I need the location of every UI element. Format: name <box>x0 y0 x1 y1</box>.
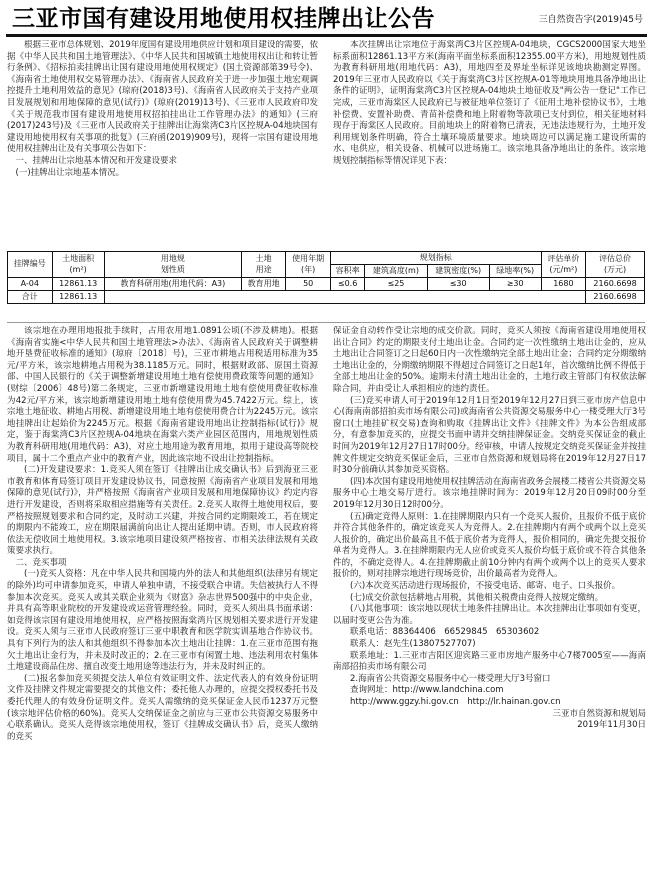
header-density: 建筑密度(%) <box>427 265 489 278</box>
total-label: 合计 <box>8 291 53 304</box>
body-left-column <box>7 326 318 888</box>
cell-area: 12861.13 <box>52 278 104 291</box>
section-heading-1: 一、挂牌出让宗地基本情况和开发建设要求 <box>15 155 178 166</box>
section-heading-2: 二、竞买事项 <box>15 557 67 568</box>
cell-total-price: 2160.6698 <box>586 278 645 291</box>
body-paragraph: (三)竞买申请人可于2019年12月1日至2019年12月27日到三亚市房产信息中心(海南南部招拍卖市场有限公司)或海南省公共资源交易服务中心一楼受理大厅3号窗口(土地挂矿权交易)查询和购取《挂牌出让文件》《挂牌文件》为本公告组成部分，有意参加竞买的，应提交书面申请并交纳挂牌保证金。交纳竞买保证金的截止时间为2019年12月27日17时00分。经审核，申请人按规定交纳竞买保证金并按挂牌文件规定交纳竞买保证金后，三亚市自然资源和规划局将在2019年12月27日17时30分前确认其参加竞买资格。 <box>333 395 646 476</box>
website-1: 查询网址：http://www.landchina.com <box>350 685 504 696</box>
body-paragraph: (一)竞买人资格：凡在中华人民共和国境内外的法人和其他组织(法律另有规定的除外)均可申请参加竞买，申请人单独申请，不接受联合申请。失信被执行人不得参加本次竞买。竞买人或其关联企业须为《财富》杂志世界500强中的中央企业，并具有高等职业院校的开发建设或运营管理经验。同时，竞买人须出具书面承诺：如竞得该宗国有建设用地使用权，应严格按照海棠湾片区规划相关要求进行开发建设。竞买人须与三亚市人民政府签订三亚中职教育和医学院实训基地合作协议书。具有下列行为的法人和其他组织不得参加本次土地出让挂牌：1.在三亚市范围有拖欠土地出让金行为，并未及时改正的；2.在三亚市有闲置土地、违法利用农村集体土地建设商品住房、擅自改变土地用途等违法行为，并未及时纠正的。 <box>7 569 318 673</box>
cell-plot-ratio: ≤0.6 <box>330 278 364 291</box>
body-paragraph: (四)本次国有建设用地使用权挂牌活动在海南省政务会展楼二楼省公共资源交易服务中心土地交易厅进行。该宗地挂牌时间为：2019年12月20日09时00分至2019年12月30日12时00分。 <box>333 476 646 510</box>
header-area: 土地面积 (m²) <box>52 252 104 278</box>
header-term: 使用年期 (年) <box>286 252 331 278</box>
document-number: 三自然资告字(2019)45号 <box>538 15 643 25</box>
header-total-price: 评估总价 (万元) <box>586 252 645 278</box>
header-height: 建筑高度(m) <box>365 265 427 278</box>
subsection-heading: (一)挂牌出让宗地基本情况。 <box>15 167 125 178</box>
body-paragraph: (六)本次竞买活动进行现场报价，不接受电话、邮寄、电子、口头报价。 <box>350 581 621 592</box>
cell-parcel-no: A-04 <box>8 278 53 291</box>
body-paragraph: (五)确定竞得人原则：1.在挂牌期限内只有一个竞买人报价，且报价不低于底价并符合其他条件的，确定该竞买人为竞得人。2.在挂牌期内有两个或两个以上竞买人报价的，确定出价最高且不低于底价者为竞得人，报价相同的，确定先提交报价单者为竞得人。3.在挂牌期限内无人应价或竞买人报价均低于底价或不符合其他条件的，不确定竞得人。4.在挂牌期截止前10分钟内有两个或两个以上的竞买人要求报价的，则对挂牌宗地进行现场竞价，出价最高者为竞得人。 <box>333 511 646 580</box>
parcel-table <box>7 251 645 304</box>
intro-left-column <box>7 40 318 250</box>
contact-address-2: 2.海南省公共资源交易服务中心一楼受理大厅3号窗口 <box>350 673 551 684</box>
header <box>6 4 647 37</box>
cell-height: ≤25 <box>365 278 427 291</box>
intro-right-column <box>333 40 646 250</box>
header-use: 用地规 划性质 <box>104 252 241 278</box>
cell-term: 50 <box>286 278 331 291</box>
cell-unit-price: 1680 <box>541 278 586 291</box>
body-paragraph: (七)成交价款包括耕地占用税，其他相关税费由竞得人按规定缴纳。 <box>350 592 604 603</box>
cell-purpose: 教育用地 <box>241 278 286 291</box>
contact-phone: 联系电话：88364406 66529845 65303602 <box>350 627 540 638</box>
header-green: 绿地率(%) <box>489 265 541 278</box>
issue-date: 2019年11月30日 <box>577 720 646 731</box>
parcel-description: 本次挂牌出让宗地位于海棠湾C3片区控规A-04地块，CGCS2000国家大地坐标系面积12861.13平方米(海南平面坐标系面积12355.00平方米)，用地规划性质为教育科研用地(用地代码：A3)，用地四至及界址坐标详见该地块勘测定界图。2019年三亚市人民政府以《关于海棠湾C3片区控规A-01等地块用地具备净地出让条件的证明》，证明海棠湾C3片区控规A-04地块土地征收及"两公告一登记"工作已完成，三亚市海棠区人民政府已与被征地单位签订了《征用土地补偿协议书》，土地补偿费、安置补助费、青苗补偿费和地上附着物等款项已支付到位，相关征地材料现存于海棠区人民政府。目前地块上的附着物已清表，无违法违规行为，土地开发利用规划条件明确，符合土壤环境质量要求。地块周边可以满足施工建设所需的水、电供应，相关设备、机械可以进场施工。该宗地具备净地出让的条件。该宗地规划控制指标等情况详见下表： <box>333 40 646 166</box>
body-paragraph: 保证金自动转作受让宗地的成交价款。同时，竞买人须按《海南省建设用地使用权出让合同》约定的期限支付土地出让金。合同约定一次性缴纳土地出让金的，应从土地出让合同签订之日起60日内一次性缴纳完全部土地出让金；合同约定分期缴纳土地出让金的，分期缴纳期限不得超过合同签订之日起1年，首次缴纳比例不得低于全部土地出让金的50%。逾期未付清土地出让金的，土地行政主管部门有权依法解除合同，并由受让人承担相应的违约责任。 <box>333 326 646 394</box>
body-paragraph: (二)开发建设要求：1.竞买人须在签订《挂牌出让成交确认书》后到海亚三亚市教育和体育局签订项目开发建设协议书，同意按照《海南省产业项目发展和用地保障的意见(试行)》，并严格按照《海南省产业项目发展和用地保障协议》约定内容进行开发建设，否则将采取相应措施等有关责任。2.竞买人取得土地使用权后，要严格按照规划要求和合同约定，及时动工兴建，并按合同约定期限竣工，若在规定的期限内不能竣工，应在期限届满前向出让人提出延期申请。否则，市人民政府将依法无偿收回土地使用权。3.该宗地项目建设须严格按省、市相关法律法规有关政策要求执行。 <box>7 465 318 557</box>
table-row <box>8 278 645 291</box>
body-paragraph: 该宗地在办理用地报批手续时，占用农用地1.0891公顷(不涉及耕地)。根据《海南省实施<中华人民共和国土地管理法>办法》、《海南省人民政府关于调整耕地开垦费征收标准的通知》(琼府〔2018〕号)，三亚市耕地占用税适用标准为35元/平方米，该宗地耕地占用税为38.1185万元。同时，根据财政部、原国土资源部、中国人民银行的《关于调整新增建设用地土地有偿使用费政策等问题的通知》(财综〔2006〕48号)第二条规定，三亚市新增建设用地土地有偿使用费征收标准为42元/平方米，该宗地新增建设用地土地有偿使用费为45.7422万元。综上，该宗地土地征收、耕地占用税、新增建设用地土地有偿使用费合计为2245万元。该宗地挂牌出让起始价为2245万元。根据《海南省建设用地出让控制指标(试行)》规定，鉴于海棠湾C3片区控规A-04地块在海棠六类产业园区范围内，用地规划性质为教育科研用地(用地代码：A3)，对应土地用途为教育用地，拟用于建设高等院校项目，属十二个重点产业中的教育产业，因此该宗地不设出让控制指标。 <box>7 326 318 464</box>
total-area: 12861.13 <box>52 291 104 304</box>
page-title: 三亚市国有建设用地使用权挂牌出让公告 <box>12 6 435 32</box>
total-price: 2160.6698 <box>586 291 645 304</box>
cell-green: ≥30 <box>489 278 541 291</box>
header-parcel-no: 挂牌编号 <box>8 252 53 278</box>
issuer: 三亚市自然资源和规划局 <box>552 708 646 719</box>
total-empty <box>104 291 585 304</box>
header-planning: 规划指标 <box>330 252 541 265</box>
website-2: http://www.ggzy.hi.gov.cn http://lr.hainan.gov.cn <box>350 697 561 707</box>
body-paragraph: (八)其他事项：该宗地以现状土地条件挂牌出让。本次挂牌出让事项如有变更，以届时变更公告为准。 <box>333 604 646 626</box>
intro-paragraph: 根据三亚市总体规划、2019年度国有建设用地供应计划和项目建设的需要，依据《中华人民共和国土地管理法》、《中华人民共和国城镇土地使用权出让和转让暂行条例》、《招标拍卖挂牌出让国有建设用地使用权规定》(国土资源部第39号令)、《海南省土地使用权交易管理办法》、《海南省人民政府关于进一步加强土地宏观调控提升土地利用效益的意见》(琼府(2018)3号)、《海南省人民政府关于支持产业项目发展规划和用地保障的意见(试行)》(琼府(2019)13号)、《三亚市人民政府印发《关于规范我市国有建设用地使用权招拍挂出让工作管理办法》的通知》(三府(2017)243号)及《三亚市人民政府关于挂牌出让海棠湾C3片区控规A-04地块国有建设用地使用权有关事项的批复》(三府函(2019)909号)，现将一宗国有建设用地使用权挂牌出让及有关事项公告如下： <box>7 40 318 155</box>
cell-density: ≤30 <box>427 278 489 291</box>
contact-address-1: 联系地址：1.三亚市吉阳区迎宾路三亚市房地产服务中心7楼7005室——海南南部招拍卖市场有限公司 <box>333 650 646 673</box>
header-plot-ratio: 容积率 <box>330 265 364 278</box>
cell-use: 教育科研用地(用地代码：A3) <box>104 278 241 291</box>
body-right-column <box>333 326 646 888</box>
divider <box>7 322 645 323</box>
header-unit-price: 评估单价 (元/m²) <box>541 252 586 278</box>
table-total-row <box>8 291 645 304</box>
body-paragraph: (二)报名参加竞买须提交法人单位有效证明文件、法定代表人的有效身份证明文件及挂牌文件规定需要提交的其他文件；委托他人办理的，应提交授权委托书及委托代理人的有效身份证明文件。竞买人需缴纳的竞买保证金人民币1237万元整(该宗地评估价格的60%)。竞买人交纳保证金之前应与三亚市公共资源交易服务中心联系确认。竞买人竞得该宗地使用权，签订《挂牌成交确认书》后，竞买人缴纳的竞买 <box>7 673 318 742</box>
header-purpose: 土地 用途 <box>241 252 286 278</box>
contact-person: 联系人：赵先生(13807527707) <box>350 639 476 650</box>
